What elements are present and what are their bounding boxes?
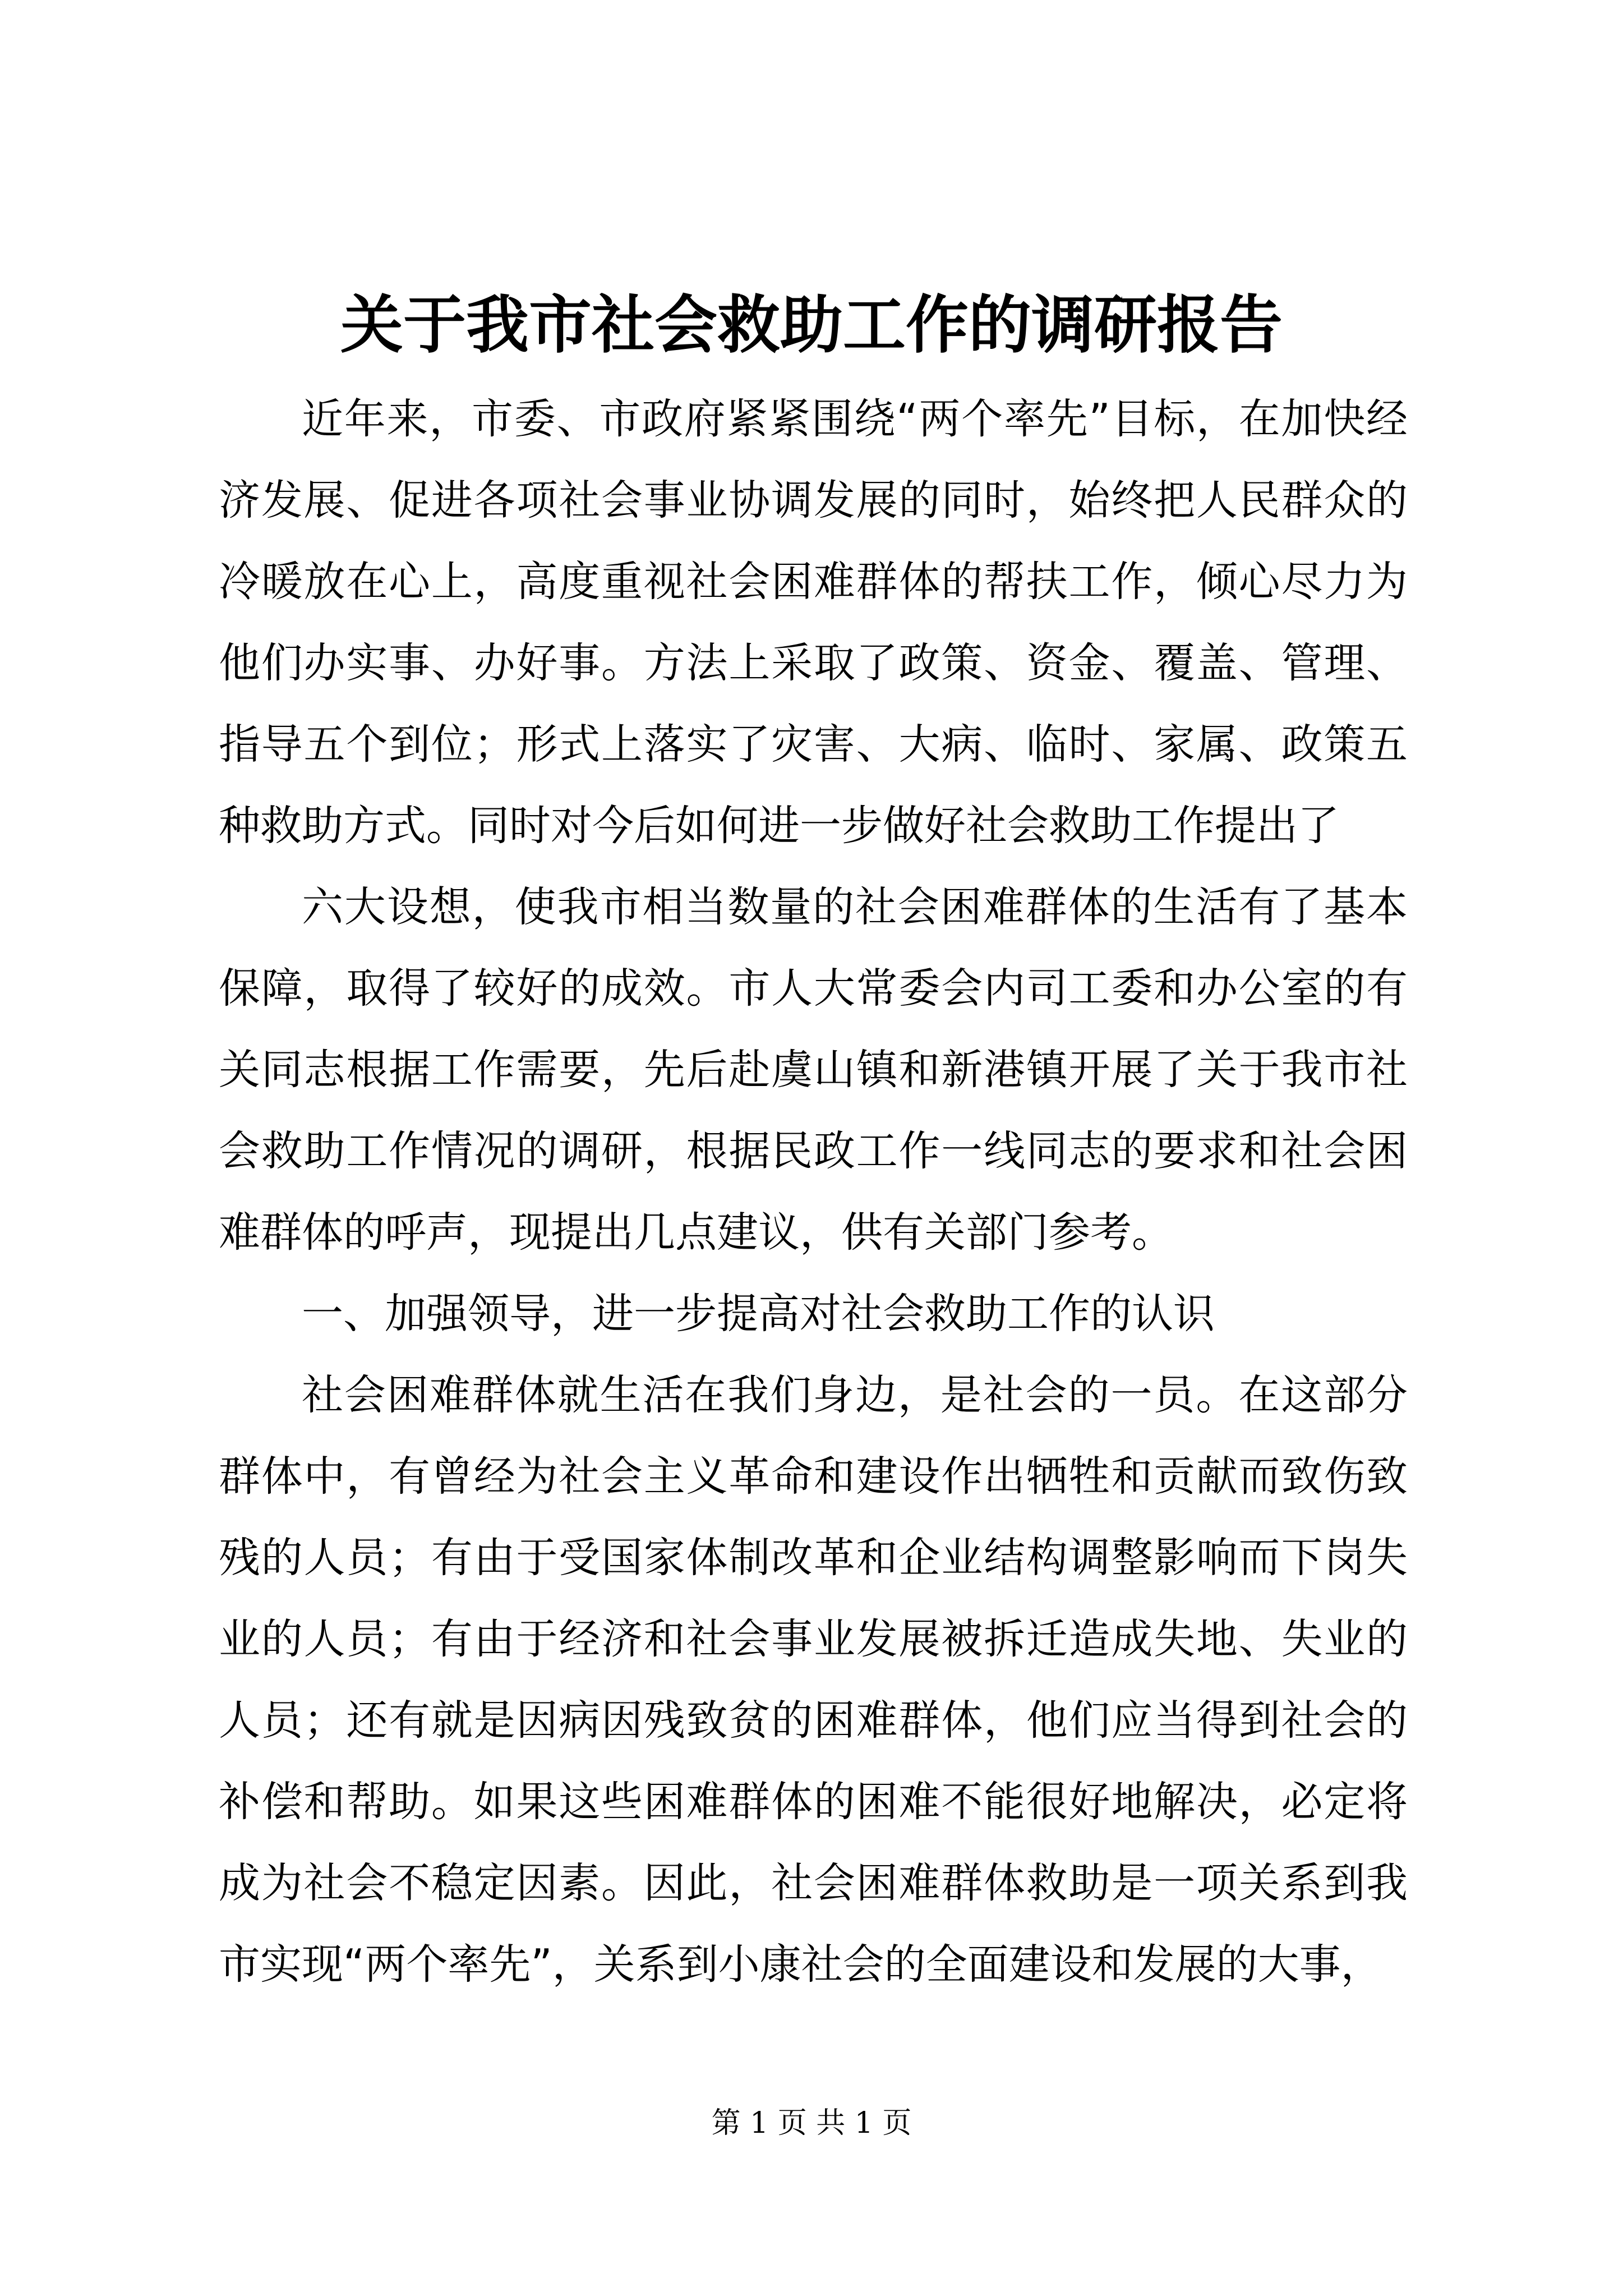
- document-title: 关于我市社会救助工作的调研报告: [340, 288, 1283, 362]
- document-body: [219, 379, 1408, 2005]
- paragraph-2: 六大设想，使我市相当数量的社会困难群体的生活有了基本保障，取得了较好的成效。市人大常委会内司工委和办公室的有关同志根据工作需要，先后赴虞山镇和新港镇开展了关于我市社会救助工作情况的调研，根据民政工作一线同志的要求和社会困难群体的呼声，现提出几点建议，供有关部门参考。: [219, 883, 1408, 1257]
- section-heading-1: 一、加强领导，进一步提高对社会救助工作的认识: [302, 1290, 1215, 1338]
- paragraph-1: 近年来，市委、市政府紧紧围绕“两个率先”目标，在加快经济发展、促进各项社会事业协调发展的同时，始终把人民群众的冷暖放在心上，高度重视社会困难群体的帮扶工作，倾心尽力为他们办实事、办好事。方法上采取了政策、资金、覆盖、管理、指导五个到位；形式上落实了灾害、大病、临时、家属、政策五种救助方式。同时对今后如何进一步做好社会救助工作提出了: [219, 395, 1408, 850]
- page-number: 第 1 页 共 1 页: [711, 2106, 912, 2140]
- paragraph-3: 社会困难群体就生活在我们身边，是社会的一员。在这部分群体中，有曾经为社会主义革命和建设作出牺牲和贡献而致伤致残的人员；有由于受国家体制改革和企业结构调整影响而下岗失业的人员；有由于经济和社会事业发展被拆迁造成失地、失业的人员；还有就是因病因残致贫的困难群体，他们应当得到社会的补偿和帮助。如果这些困难群体的困难不能很好地解决，必定将成为社会不稳定因素。因此，社会困难群体救助是一项关系到我市实现“两个率先”，关系到小康社会的全面建设和发展的大事，: [219, 1371, 1408, 1989]
